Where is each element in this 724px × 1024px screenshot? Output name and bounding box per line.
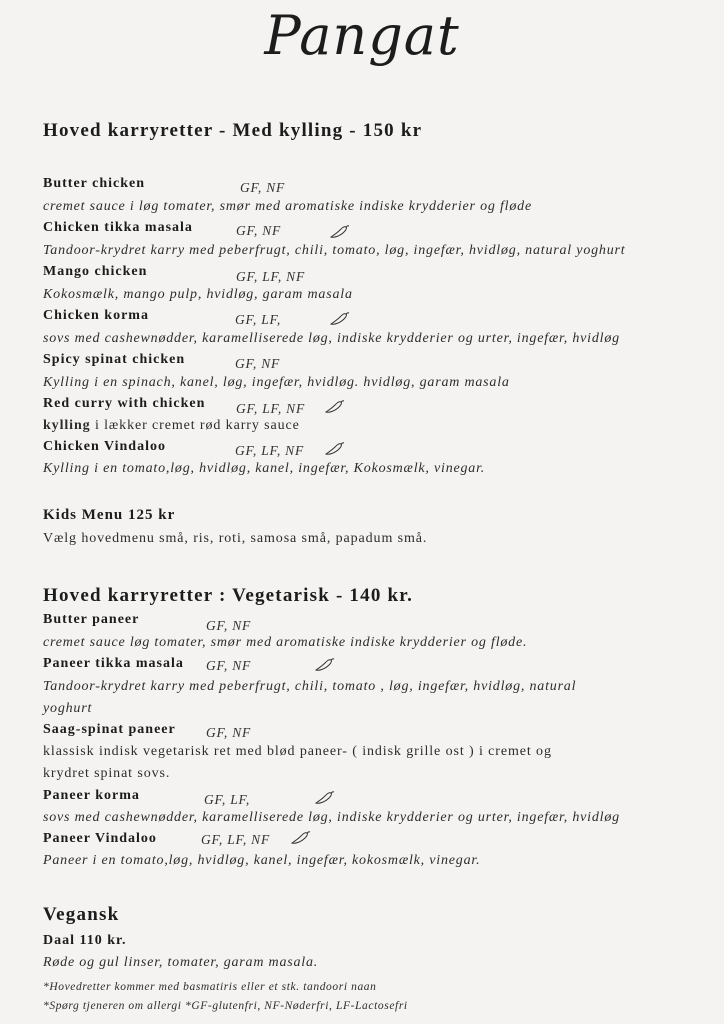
item-description-cont: yoghurt [43, 701, 93, 716]
item-description [43, 418, 300, 434]
description-highlight: kylling [43, 418, 91, 433]
footnote: *Spørg tjeneren om allergi *GF-glutenfri, NF-Nøderfri, LF-Lactosefri [43, 1000, 408, 1012]
item-description: Røde og gul linser, tomater, garam masala. [43, 955, 319, 970]
footnote: *Hovedretter kommer med basmatiris eller et stk. tandoori naan [43, 981, 377, 993]
item-name: Chicken korma [43, 308, 149, 323]
item-description: Kylling i en spinach, kanel, løg, ingefær, hvidløg. hvidløg, garam masala [43, 375, 510, 390]
item-description: klassisk indisk vegetarisk ret med blød paneer- ( indisk grille ost ) i cremet og [43, 744, 552, 759]
item-name: Mango chicken [43, 264, 148, 279]
section-title-kids: Kids Menu 125 kr [43, 507, 176, 523]
chili-icon [328, 224, 350, 240]
item-name: Red curry with chicken [43, 396, 206, 411]
section-title-chicken: Hoved karryretter - Med kylling - 150 kr [43, 120, 423, 141]
item-description: Kokosmælk, mango pulp, hvidløg, garam masala [43, 287, 353, 302]
item-description: Paneer i en tomato,løg, hvidløg, kanel, ingefær, kokosmælk, vinegar. [43, 853, 481, 868]
item-description: Tandoor-krydret karry med peberfrugt, chili, tomato, løg, ingefær, hvidløg, natural yoghurt [43, 243, 626, 258]
item-description: sovs med cashewnødder, karamelliserede løg, indiske krydderier og urter, ingefær, hvidløg [43, 331, 620, 346]
item-tags: GF, NF [235, 356, 281, 371]
item-name: Paneer Vindaloo [43, 831, 157, 846]
restaurant-logo: Pangat [264, 4, 460, 67]
item-description: Vælg hovedmenu små, ris, roti, samosa små, papadum små. [43, 531, 428, 546]
item-tags: GF, LF, NF [201, 832, 271, 847]
item-description: cremet sauce i løg tomater, smør med aromatiske indiske krydderier og fløde [43, 199, 532, 214]
item-tags: GF, LF, [204, 792, 250, 807]
section-title-vegetarian: Hoved karryretter : Vegetarisk - 140 kr. [43, 585, 414, 606]
item-tags: GF, LF, [235, 312, 281, 327]
item-description: Kylling i en tomato,løg, hvidløg, kanel, ingefær, Kokosmælk, vinegar. [43, 461, 486, 476]
chili-icon [289, 830, 311, 846]
item-description: sovs med cashewnødder, karamelliserede løg, indiske krydderier og urter, ingefær, hvidløg [43, 810, 620, 825]
chili-icon [323, 441, 345, 457]
description-rest: i lækker cremet rød karry sauce [90, 418, 300, 433]
item-tags: GF, LF, NF [236, 269, 306, 284]
item-name: Daal 110 kr. [43, 933, 127, 948]
item-tags: GF, NF [206, 725, 252, 740]
item-name: Chicken Vindaloo [43, 439, 166, 454]
item-tags: GF, NF [206, 618, 252, 633]
item-name: Butter paneer [43, 612, 140, 627]
item-name: Paneer korma [43, 788, 140, 803]
section-title-vegan: Vegansk [43, 904, 120, 925]
item-description: Tandoor-krydret karry med peberfrugt, chili, tomato , løg, ingefær, hvidløg, natural [43, 679, 577, 694]
item-name: Spicy spinat chicken [43, 352, 186, 367]
item-name: Butter chicken [43, 176, 146, 191]
item-tags: GF, NF [240, 180, 286, 195]
item-name: Chicken tikka masala [43, 220, 193, 235]
chili-icon [328, 311, 350, 327]
item-tags: GF, NF [236, 223, 282, 238]
chili-icon [313, 657, 335, 673]
item-tags: GF, LF, NF [235, 443, 305, 458]
item-tags: GF, LF, NF [236, 401, 306, 416]
chili-icon [323, 399, 345, 415]
item-name: Paneer tikka masala [43, 656, 184, 671]
item-name: Saag-spinat paneer [43, 722, 176, 737]
item-description: cremet sauce løg tomater, smør med aromatiske indiske krydderier og fløde. [43, 635, 528, 650]
item-tags: GF, NF [206, 658, 252, 673]
item-description-cont: krydret spinat sovs. [43, 766, 171, 781]
chili-icon [313, 790, 335, 806]
